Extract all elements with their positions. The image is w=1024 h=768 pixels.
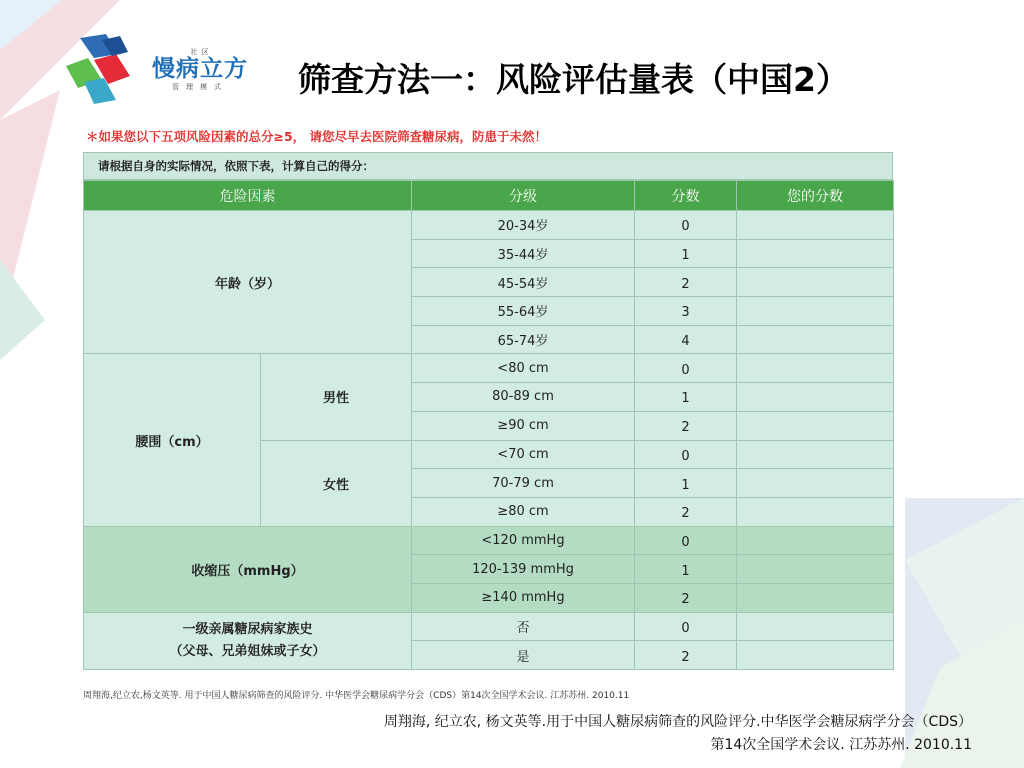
score-cell: 2 bbox=[635, 641, 737, 670]
family-history-label-line1: 一级亲属糖尿病家族史 bbox=[182, 621, 313, 637]
score-cell: 1 bbox=[635, 555, 737, 584]
your-score-cell[interactable] bbox=[737, 268, 894, 297]
score-cell: 2 bbox=[635, 411, 737, 440]
risk-score-table bbox=[83, 180, 894, 670]
grade-cell: ≥80 cm bbox=[412, 497, 635, 526]
score-cell: 0 bbox=[635, 211, 737, 240]
score-cell: 3 bbox=[635, 297, 737, 326]
score-cell: 0 bbox=[635, 612, 737, 641]
grade-cell: 55-64岁 bbox=[412, 297, 635, 326]
reference-line-2: 第14次全国学术会议. 江苏苏州. 2010.11 bbox=[710, 737, 972, 753]
grade-cell: 是 bbox=[412, 641, 635, 670]
header-score: 分数 bbox=[635, 181, 737, 211]
logo-cube-icon bbox=[58, 32, 148, 104]
family-history-label bbox=[84, 612, 412, 669]
header-your-score: 您的分数 bbox=[737, 181, 894, 211]
your-score-cell[interactable] bbox=[737, 411, 894, 440]
grade-cell: <80 cm bbox=[412, 354, 635, 383]
your-score-cell[interactable] bbox=[737, 641, 894, 670]
score-cell: 4 bbox=[635, 325, 737, 354]
grade-cell: ≥140 mmHg bbox=[412, 583, 635, 612]
grade-cell: 45-54岁 bbox=[412, 268, 635, 297]
your-score-cell[interactable] bbox=[737, 440, 894, 469]
score-cell: 1 bbox=[635, 383, 737, 412]
score-cell: 0 bbox=[635, 526, 737, 555]
score-cell: 2 bbox=[635, 583, 737, 612]
your-score-cell[interactable] bbox=[737, 497, 894, 526]
reference-line-1: 周翔海, 纪立农, 杨文英等.用于中国人糖尿病筛查的风险评分.中华医学会糖尿病学分会（CDS） bbox=[383, 714, 972, 730]
grade-cell: 20-34岁 bbox=[412, 211, 635, 240]
family-history-label-line2: （父母、兄弟姐妹或子女） bbox=[169, 643, 326, 659]
grade-cell: 65-74岁 bbox=[412, 325, 635, 354]
grade-cell: 否 bbox=[412, 612, 635, 641]
grade-cell: <70 cm bbox=[412, 440, 635, 469]
table-instruction: 请根据自身的实际情况，依照下表，计算自己的得分： bbox=[83, 152, 893, 180]
header-risk-factor: 危险因素 bbox=[84, 181, 412, 211]
your-score-cell[interactable] bbox=[737, 383, 894, 412]
waist-male-label: 男性 bbox=[261, 354, 412, 440]
score-cell: 1 bbox=[635, 239, 737, 268]
logo-text bbox=[150, 48, 250, 92]
grade-cell: <120 mmHg bbox=[412, 526, 635, 555]
logo-name: 慢病立方 bbox=[152, 56, 248, 82]
logo-subtitle: 管理模式 bbox=[172, 83, 228, 91]
score-cell: 0 bbox=[635, 440, 737, 469]
grade-cell: 80-89 cm bbox=[412, 383, 635, 412]
your-score-cell[interactable] bbox=[737, 325, 894, 354]
grade-cell: 70-79 cm bbox=[412, 469, 635, 498]
your-score-cell[interactable] bbox=[737, 297, 894, 326]
grade-cell: 120-139 mmHg bbox=[412, 555, 635, 584]
logo-subtitle-top: 社 区 bbox=[190, 48, 210, 56]
waist-label: 腰围（cm） bbox=[84, 354, 261, 526]
bp-label: 收缩压（mmHg） bbox=[84, 526, 412, 612]
table-row bbox=[84, 211, 894, 240]
your-score-cell[interactable] bbox=[737, 354, 894, 383]
reference-small: 周翔海,纪立农,杨文英等. 用于中国人糖尿病筛查的风险评分. 中华医学会糖尿病学分会（CDS）第14次全国学术会议. 江苏苏州. 2010.11 bbox=[83, 691, 630, 701]
your-score-cell[interactable] bbox=[737, 211, 894, 240]
your-score-cell[interactable] bbox=[737, 469, 894, 498]
warning-note: ＊如果您以下五项风险因素的总分≥5， 请您尽早去医院筛查糖尿病，防患于未然！ bbox=[86, 129, 548, 144]
page-title: 筛查方法一：风险评估量表（中国2） bbox=[298, 60, 849, 99]
score-cell: 0 bbox=[635, 354, 737, 383]
your-score-cell[interactable] bbox=[737, 526, 894, 555]
score-cell: 2 bbox=[635, 268, 737, 297]
table-header-row bbox=[84, 181, 894, 211]
table-row bbox=[84, 612, 894, 641]
score-cell: 2 bbox=[635, 497, 737, 526]
your-score-cell[interactable] bbox=[737, 612, 894, 641]
your-score-cell[interactable] bbox=[737, 239, 894, 268]
your-score-cell[interactable] bbox=[737, 583, 894, 612]
grade-cell: ≥90 cm bbox=[412, 411, 635, 440]
your-score-cell[interactable] bbox=[737, 555, 894, 584]
risk-table bbox=[83, 152, 893, 670]
table-row bbox=[84, 354, 894, 383]
header-grade: 分级 bbox=[412, 181, 635, 211]
table-row bbox=[84, 526, 894, 555]
age-label: 年龄（岁） bbox=[84, 211, 412, 354]
grade-cell: 35-44岁 bbox=[412, 239, 635, 268]
score-cell: 1 bbox=[635, 469, 737, 498]
waist-female-label: 女性 bbox=[261, 440, 412, 526]
